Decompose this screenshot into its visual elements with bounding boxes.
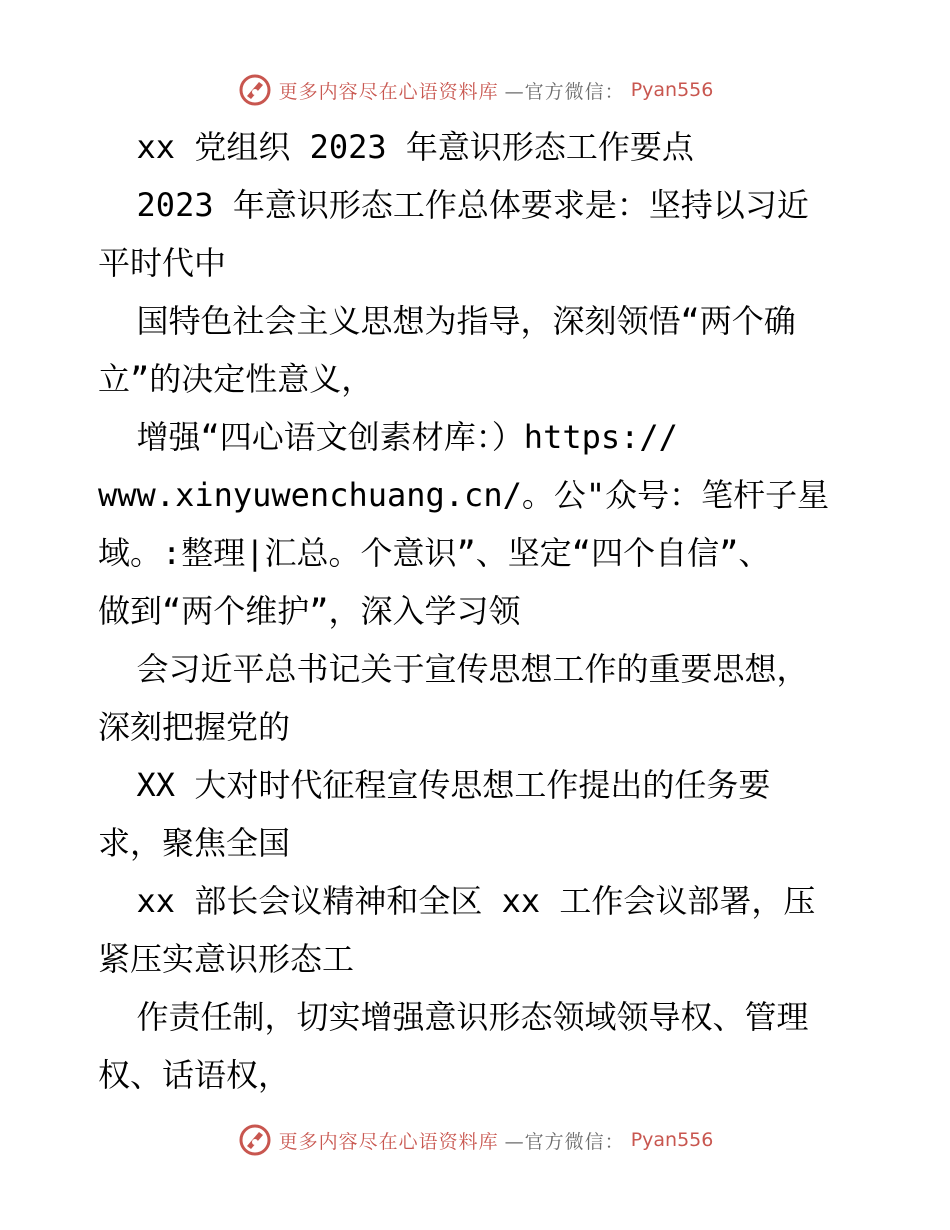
watermark-footer (0, 1120, 950, 1160)
doc-line: 国特色社会主义思想为指导，深刻领悟“两个确 (98, 302, 796, 340)
watermark-main-text: 更多内容尽在心语资料库 (278, 80, 499, 103)
doc-line: 域。:整理|汇总。个意识”、坚定“四个自信”、 (98, 534, 771, 572)
doc-line: 深刻把握党的 (98, 708, 291, 746)
watermark-dash-text: —官方微信： (504, 80, 625, 103)
watermark-wechat-id: Pyan556 (630, 1129, 714, 1151)
doc-line: 立”的决定性意义， (98, 360, 374, 398)
doc-line: xx 部长会议精神和全区 xx 工作会议部署，压 (98, 882, 816, 920)
watermark-dash-text: —官方微信： (504, 1130, 625, 1153)
doc-line: 紧压实意识形态工 (98, 940, 355, 978)
doc-line: 做到“两个维护”，深入学习领 (98, 592, 521, 630)
doc-line: XX 大对时代征程宣传思想工作提出的任务要 (98, 766, 771, 804)
doc-line: 会习近平总书记关于宣传思想工作的重要思想， (98, 650, 809, 688)
pen-circle-icon (237, 1122, 273, 1158)
doc-line: 作责任制，切实增强意识形态领域领导权、管理 (98, 998, 809, 1036)
doc-line: 平时代中 (98, 244, 227, 282)
doc-line: 权、话语权， (98, 1056, 291, 1094)
watermark-main-text: 更多内容尽在心语资料库 (278, 1130, 499, 1153)
doc-line: 2023 年意识形态工作总体要求是：坚持以习近 (98, 186, 809, 224)
doc-line: www.xinyuwenchuang.cn/。公"众号：笔杆子星 (98, 476, 830, 514)
doc-line: 增强“四心语文创素材库：）https:// (98, 418, 678, 456)
doc-line: xx 党组织 2023 年意识形态工作要点 (98, 128, 694, 166)
document-body (98, 118, 858, 1104)
watermark-wechat-id: Pyan556 (630, 79, 714, 101)
pen-circle-icon (237, 72, 273, 108)
watermark-header (0, 70, 950, 110)
doc-line: 求，聚焦全国 (98, 824, 291, 862)
